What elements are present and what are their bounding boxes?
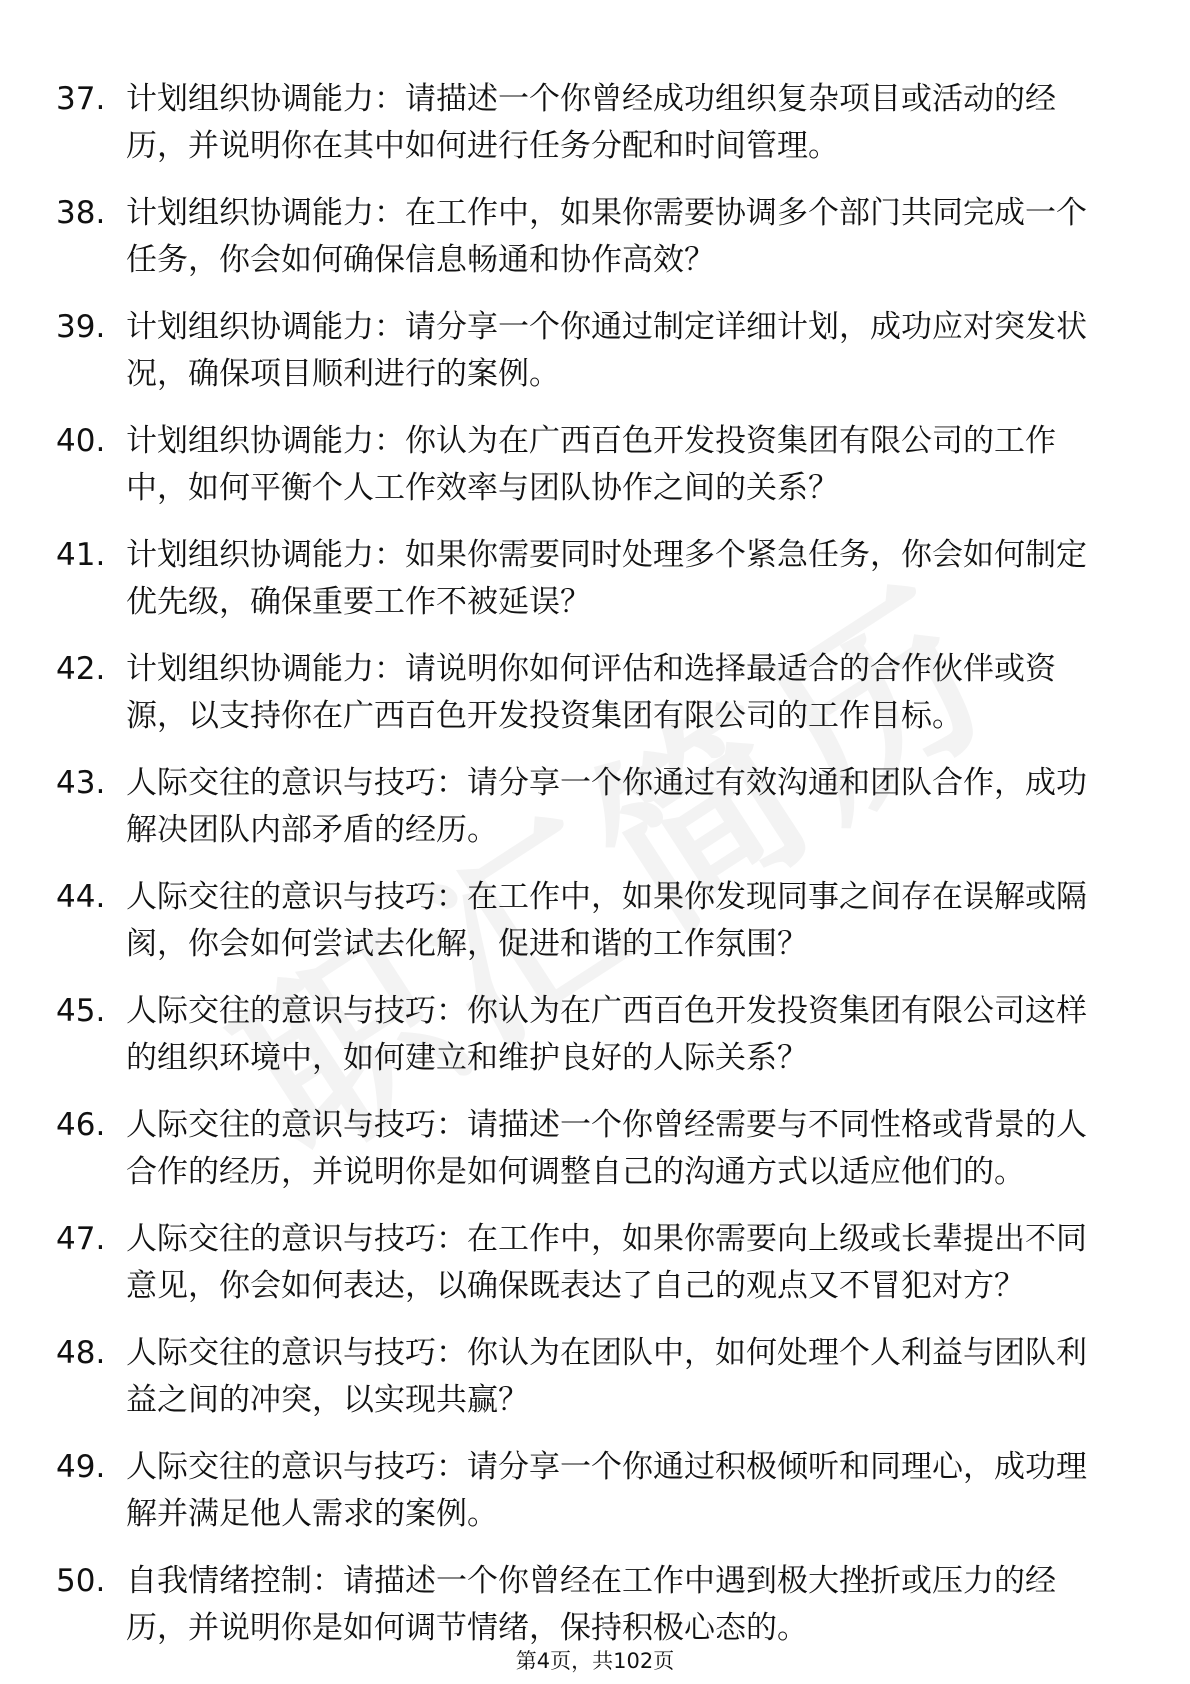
list-item bbox=[0, 190, 1190, 284]
list-item bbox=[0, 988, 1190, 1082]
item-number: 42. bbox=[56, 651, 106, 687]
question-list bbox=[0, 76, 1190, 1672]
item-text: 自我情绪控制：请描述一个你曾经在工作中遇到极大挫折或压力的经历，并说明你是如何调节情绪，保持积极心态的。 bbox=[126, 1563, 1056, 1646]
item-text: 计划组织协调能力：如果你需要同时处理多个紧急任务，你会如何制定优先级，确保重要工作不被延误？ bbox=[126, 537, 1087, 620]
item-number: 44. bbox=[56, 879, 106, 915]
list-item bbox=[0, 1330, 1190, 1424]
list-item bbox=[0, 1558, 1190, 1652]
item-number: 45. bbox=[56, 993, 106, 1029]
item-number: 49. bbox=[56, 1449, 106, 1485]
item-text: 计划组织协调能力：请分享一个你通过制定详细计划，成功应对突发状况，确保项目顺利进行的案例。 bbox=[126, 309, 1087, 392]
item-text: 计划组织协调能力：请说明你如何评估和选择最适合的合作伙伴或资源，以支持你在广西百色开发投资集团有限公司的工作目标。 bbox=[126, 651, 1056, 734]
list-item bbox=[0, 532, 1190, 626]
item-text: 计划组织协调能力：请描述一个你曾经成功组织复杂项目或活动的经历，并说明你在其中如何进行任务分配和时间管理。 bbox=[126, 81, 1056, 164]
list-item bbox=[0, 1216, 1190, 1310]
item-text: 人际交往的意识与技巧：请分享一个你通过积极倾听和同理心，成功理解并满足他人需求的案例。 bbox=[126, 1449, 1087, 1532]
item-text: 计划组织协调能力：你认为在广西百色开发投资集团有限公司的工作中，如何平衡个人工作效率与团队协作之间的关系？ bbox=[126, 423, 1056, 506]
item-text: 人际交往的意识与技巧：你认为在广西百色开发投资集团有限公司这样的组织环境中，如何建立和维护良好的人际关系？ bbox=[126, 993, 1087, 1076]
item-number: 50. bbox=[56, 1563, 106, 1599]
list-item bbox=[0, 304, 1190, 398]
list-item bbox=[0, 1444, 1190, 1538]
item-text: 人际交往的意识与技巧：请描述一个你曾经需要与不同性格或背景的人合作的经历，并说明你是如何调整自己的沟通方式以适应他们的。 bbox=[126, 1107, 1087, 1190]
item-number: 38. bbox=[56, 195, 106, 231]
item-text: 人际交往的意识与技巧：在工作中，如果你发现同事之间存在误解或隔阂，你会如何尝试去化解，促进和谐的工作氛围？ bbox=[126, 879, 1087, 962]
item-number: 47. bbox=[56, 1221, 106, 1257]
list-item bbox=[0, 1102, 1190, 1196]
list-item bbox=[0, 76, 1190, 170]
item-number: 46. bbox=[56, 1107, 106, 1143]
item-text: 人际交往的意识与技巧：请分享一个你通过有效沟通和团队合作，成功解决团队内部矛盾的经历。 bbox=[126, 765, 1087, 848]
item-text: 人际交往的意识与技巧：你认为在团队中，如何处理个人利益与团队利益之间的冲突，以实现共赢？ bbox=[126, 1335, 1087, 1418]
item-number: 39. bbox=[56, 309, 106, 345]
list-item bbox=[0, 418, 1190, 512]
item-text: 人际交往的意识与技巧：在工作中，如果你需要向上级或长辈提出不同意见，你会如何表达，以确保既表达了自己的观点又不冒犯对方？ bbox=[126, 1221, 1087, 1304]
item-number: 40. bbox=[56, 423, 106, 459]
item-number: 43. bbox=[56, 765, 106, 801]
page-footer: 第4页，共102页 bbox=[515, 1649, 675, 1673]
item-number: 37. bbox=[56, 81, 106, 117]
item-text: 计划组织协调能力：在工作中，如果你需要协调多个部门共同完成一个任务，你会如何确保信息畅通和协作高效？ bbox=[126, 195, 1087, 278]
list-item bbox=[0, 646, 1190, 740]
list-item bbox=[0, 760, 1190, 854]
list-item bbox=[0, 874, 1190, 968]
item-number: 41. bbox=[56, 537, 106, 573]
item-number: 48. bbox=[56, 1335, 106, 1371]
